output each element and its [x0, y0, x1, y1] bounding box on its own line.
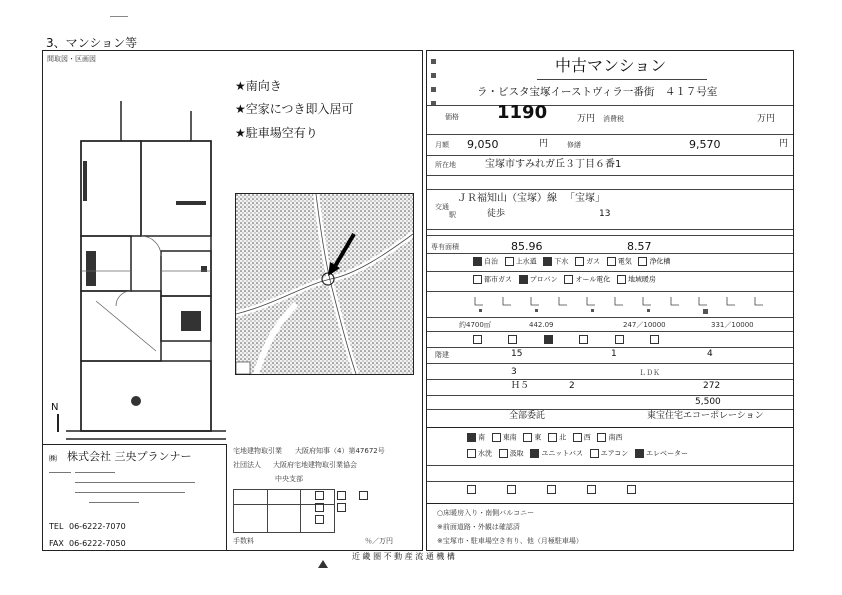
company-fax-label: FAX [49, 539, 64, 548]
association-name: 大阪府宅地建物取引業協会 [273, 461, 357, 469]
equipment-checkbox[interactable] [467, 449, 476, 458]
row-line [427, 271, 793, 272]
extra-checkbox[interactable] [507, 485, 516, 494]
row-line [427, 317, 793, 318]
structure-checkbox-row [473, 335, 783, 347]
facility-checkbox[interactable] [473, 275, 482, 284]
room-count: 3 [511, 367, 517, 377]
floor-number: 1 [611, 349, 617, 359]
equipment-checkbox[interactable] [530, 449, 539, 458]
association-label: 社団法人 [233, 461, 261, 469]
license-label: 宅地建物取引業 [233, 447, 282, 455]
structure-checkbox[interactable] [579, 335, 588, 344]
facility-checkbox[interactable] [607, 257, 616, 266]
row-line [427, 229, 793, 230]
built-year: Ｈ５ [511, 381, 530, 391]
equipment-label: ユニットバス [541, 449, 583, 458]
row-line [427, 189, 793, 190]
direction-checkbox[interactable] [548, 433, 557, 442]
line-label: 交通 [435, 203, 449, 211]
facility-checkbox-row-3 [467, 433, 787, 445]
row-line [427, 503, 793, 504]
company-fax: 06-6222-7050 [69, 539, 126, 548]
equipment-label: 汲取 [509, 449, 524, 458]
row-line [427, 291, 793, 292]
feature-parking: ★駐車場空有り [235, 126, 318, 140]
company-tel-label: TEL [49, 522, 64, 531]
facility-label: 地域暖房 [627, 275, 656, 284]
row-line [427, 134, 793, 135]
repair-fee: 9,570 [689, 138, 721, 151]
land-area-2: 442.09 [529, 321, 554, 329]
row-line [427, 409, 793, 410]
built-month: 2 [569, 381, 575, 391]
equipment-checkbox[interactable] [499, 449, 508, 458]
facility-checkbox[interactable] [473, 257, 482, 266]
direction-label: 東南 [502, 433, 517, 442]
price-unit: 万円 [577, 114, 596, 124]
ratio-2: 331／10000 [711, 321, 754, 329]
facility-label: 自治 [484, 257, 498, 266]
tax-unit: 万円 [757, 114, 776, 124]
repair-fee-yen: 円 [779, 139, 789, 149]
price-label: 価格 [445, 113, 459, 121]
map-drawing [236, 194, 413, 374]
direction-checkbox[interactable] [573, 433, 582, 442]
property-name: ラ・ビスタ宝塚イーストヴィラ一番街 ４１７号室 [477, 86, 718, 98]
direction-label: 東 [534, 433, 542, 442]
direction-label: 南 [478, 433, 485, 442]
note-3: ※宝塚市・駐車場空き有り、他（月極駐車場） [437, 537, 583, 545]
management-company: 東宝住宅エコーポレーション [647, 411, 764, 421]
row-line [427, 175, 793, 176]
facility-checkbox[interactable] [564, 275, 573, 284]
extra-checkbox[interactable] [547, 485, 556, 494]
row-line [427, 155, 793, 156]
extra-checkbox-row [467, 485, 787, 497]
direction-grid [467, 295, 787, 317]
row-line [427, 347, 793, 348]
extra-checkbox[interactable] [627, 485, 636, 494]
left-panel [42, 50, 423, 551]
floor-area-label: 専有面積 [431, 243, 459, 251]
land-area: 約4700㎡ [459, 321, 491, 329]
company-prefix: ㈱ [49, 454, 57, 463]
structure-checkbox[interactable] [650, 335, 659, 344]
walk-minutes: 13 [599, 209, 611, 219]
unit-count: 4 [707, 349, 713, 359]
extra-checkbox[interactable] [467, 485, 476, 494]
walk-mode: 徒歩 [487, 209, 506, 219]
form-margin-ruler [429, 55, 439, 115]
note-1: ○床暖房入り・南側バルコニー [437, 509, 535, 517]
layout-type: ＬＤＫ [639, 369, 660, 377]
row-line [427, 379, 793, 380]
feature-south-facing: ★南向き [235, 79, 282, 93]
row-line [427, 105, 793, 106]
company-address-block [49, 469, 219, 509]
walk-station-label: 駅 [449, 211, 456, 219]
extra-checkbox[interactable] [587, 485, 596, 494]
facility-label: オール電化 [575, 275, 611, 284]
row-line [427, 235, 793, 236]
compass-arrow-icon [57, 414, 59, 432]
equipment-checkbox[interactable] [590, 449, 599, 458]
row-line [427, 253, 793, 254]
equipment-label: エアコン [600, 449, 629, 458]
license-number: 大阪府知事（4）第47672号 [295, 447, 385, 455]
row-line [427, 427, 793, 428]
direction-checkbox[interactable] [492, 433, 501, 442]
title-underline [537, 79, 707, 80]
footer-organization: 近 畿 圏 不 動 産 流 通 機 構 [352, 552, 455, 561]
compass-letter: N [51, 402, 59, 413]
equipment-checkbox[interactable] [635, 449, 644, 458]
direction-label: 南西 [608, 433, 623, 442]
structure-label: 階建 [435, 351, 449, 359]
direction-checkbox[interactable] [467, 433, 476, 442]
divider-company [43, 444, 226, 445]
price-value: 1190 [497, 102, 548, 123]
floor-plan-label: 間取図・区画図 [47, 55, 96, 63]
facility-checkbox[interactable] [543, 257, 552, 266]
structure-checkbox[interactable] [615, 335, 624, 344]
row-line [427, 465, 793, 466]
direction-checkbox[interactable] [523, 433, 532, 442]
facility-label: プロパン [529, 275, 558, 284]
mgmt-fee: 9,050 [467, 138, 499, 151]
facility-label: 都市ガス [484, 275, 512, 284]
repair-fee-label: 修繕 [567, 141, 581, 149]
facility-checkbox[interactable] [575, 257, 584, 266]
mgmt-fee-label: 月額 [435, 141, 449, 149]
address: 宝塚市すみれガ丘３丁目６番1 [485, 159, 622, 170]
section-title: 3、マンション等 [46, 36, 138, 50]
location-map [235, 193, 414, 375]
mgmt-fee-yen: 円 [539, 139, 549, 149]
facility-label: 下水 [554, 257, 569, 266]
direction-checkbox[interactable] [597, 433, 606, 442]
direction-label: 西 [583, 433, 591, 442]
equipment-label: エレベーター [646, 449, 688, 458]
scan-speck [110, 16, 128, 17]
check-column [315, 491, 385, 531]
structure-checkbox[interactable] [544, 335, 553, 344]
floor-area: 85.96 [511, 240, 543, 253]
facility-checkbox-row-1 [473, 257, 783, 269]
fee-value: ％／万円 [365, 537, 393, 545]
total-units: 272 [703, 381, 721, 391]
ratio-1: 247／10000 [623, 321, 666, 329]
parking-fee: 5,500 [695, 397, 721, 407]
facility-label: 浄化槽 [649, 257, 671, 266]
station-name: 「宝塚」 [565, 193, 605, 204]
structure-checkbox[interactable] [473, 335, 482, 344]
company-name: 株式会社 三央プランナー [67, 450, 192, 463]
floor-plan-drawing [61, 101, 236, 441]
row-line [427, 331, 793, 332]
facility-checkbox[interactable] [638, 257, 647, 266]
facility-label: 上水道 [515, 257, 537, 266]
branch-name: 中央支部 [275, 475, 303, 483]
listing-category: 中古マンション [555, 56, 667, 75]
facility-checkbox[interactable] [505, 257, 514, 266]
right-panel [426, 50, 794, 551]
equipment-label: 水洗 [478, 449, 492, 458]
facility-checkbox[interactable] [519, 275, 528, 284]
railway-line: ＪＲ福知山（宝塚）線 [457, 193, 557, 204]
company-tel: 06-6222-7070 [69, 522, 126, 531]
fee-label: 手数料 [233, 537, 254, 545]
facility-checkbox[interactable] [617, 275, 626, 284]
row-line [427, 481, 793, 482]
balcony-area: 8.57 [627, 240, 652, 253]
row-line [427, 363, 793, 364]
divider-company-vertical [226, 444, 227, 550]
row-line [427, 395, 793, 396]
feature-vacant: ★空家につき即入居可 [235, 102, 354, 116]
direction-label: 北 [559, 433, 567, 442]
facility-checkbox-row-4 [467, 449, 787, 461]
facility-label: ガス [586, 257, 601, 266]
total-floors: 15 [511, 349, 523, 359]
facility-checkbox-row-2 [473, 275, 783, 287]
footer-logo-icon [318, 553, 328, 561]
facility-label: 電気 [617, 257, 632, 266]
note-2: ※前面道路・外観は確認済 [437, 523, 520, 531]
tax-label: 消費税 [603, 115, 624, 123]
address-label: 所在地 [435, 161, 456, 169]
structure-checkbox[interactable] [508, 335, 517, 344]
management-type: 全部委託 [509, 411, 546, 421]
